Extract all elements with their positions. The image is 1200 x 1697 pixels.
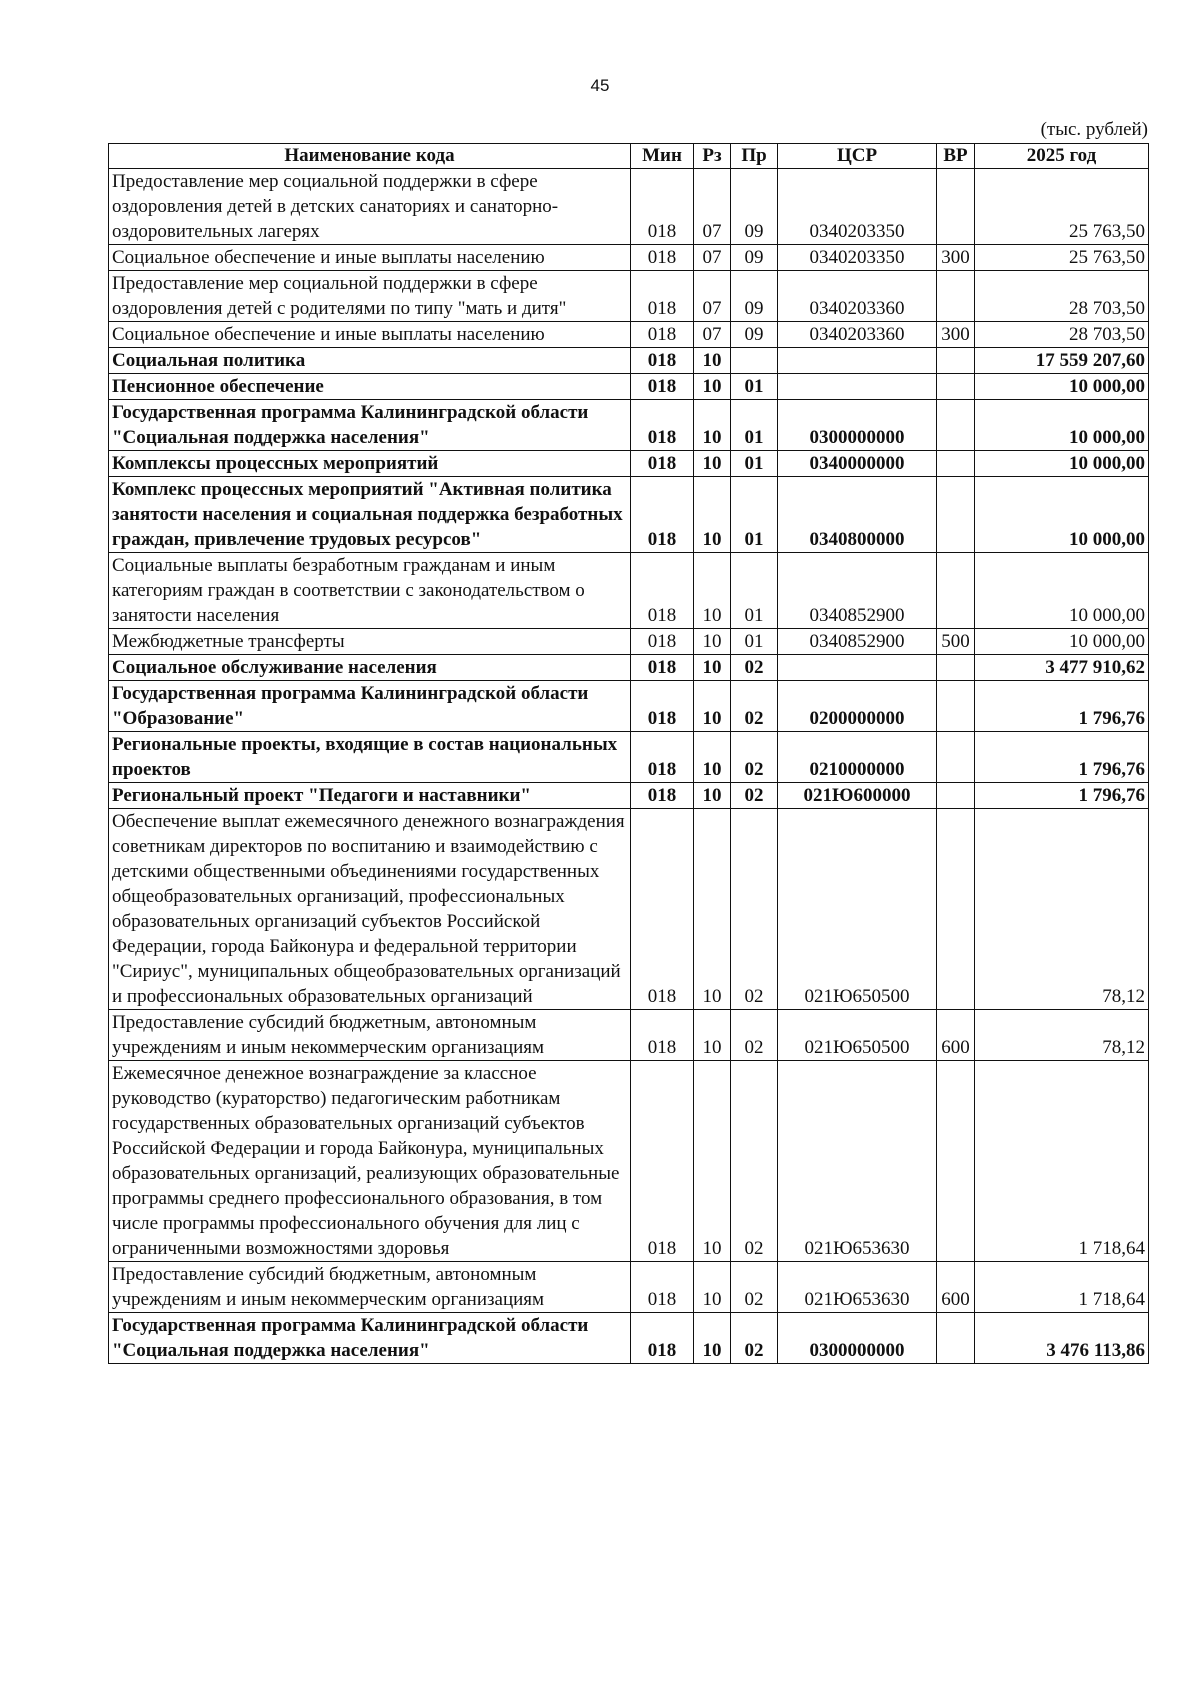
cell-name: Предоставление субсидий бюджетным, автономным учреждениям и иным некоммерческим организациям: [109, 1010, 631, 1061]
cell-pr: 02: [731, 655, 778, 681]
cell-rz: 10: [694, 1061, 731, 1262]
cell-csr: 0300000000: [778, 1313, 937, 1364]
table-row: [109, 271, 1149, 322]
cell-amount: 1 796,76: [975, 681, 1149, 732]
cell-min: 018: [631, 477, 694, 553]
cell-vr: [937, 374, 975, 400]
cell-name: Пенсионное обеспечение: [109, 374, 631, 400]
cell-csr: 0200000000: [778, 681, 937, 732]
cell-rz: 10: [694, 732, 731, 783]
cell-csr: 0340852900: [778, 553, 937, 629]
table-row: [109, 1010, 1149, 1061]
cell-csr: 021Ю653630: [778, 1262, 937, 1313]
cell-min: 018: [631, 655, 694, 681]
cell-pr: 01: [731, 477, 778, 553]
cell-amount: 10 000,00: [975, 451, 1149, 477]
cell-rz: 10: [694, 681, 731, 732]
cell-min: 018: [631, 629, 694, 655]
cell-rz: 10: [694, 809, 731, 1010]
cell-min: 018: [631, 348, 694, 374]
cell-pr: 02: [731, 1010, 778, 1061]
cell-rz: 07: [694, 245, 731, 271]
cell-name: Социальное обеспечение и иные выплаты населению: [109, 245, 631, 271]
cell-pr: 09: [731, 169, 778, 245]
cell-csr: 0340203350: [778, 169, 937, 245]
cell-pr: 09: [731, 245, 778, 271]
cell-name: Социальная политика: [109, 348, 631, 374]
cell-name: Социальные выплаты безработным гражданам и иным категориям граждан в соответствии с законодательством о занятости населения: [109, 553, 631, 629]
cell-amount: 10 000,00: [975, 374, 1149, 400]
table-row: [109, 809, 1149, 1010]
cell-vr: [937, 783, 975, 809]
cell-min: 018: [631, 783, 694, 809]
cell-vr: [937, 809, 975, 1010]
cell-rz: 10: [694, 629, 731, 655]
cell-pr: 02: [731, 681, 778, 732]
cell-csr: 0300000000: [778, 400, 937, 451]
col-header-csr: ЦСР: [778, 144, 937, 169]
cell-vr: [937, 348, 975, 374]
cell-min: 018: [631, 1313, 694, 1364]
cell-name: Предоставление мер социальной поддержки в сфере оздоровления детей в детских санаториях и санаторно-оздоровительных лагерях: [109, 169, 631, 245]
col-header-min: Мин: [631, 144, 694, 169]
cell-min: 018: [631, 1010, 694, 1061]
budget-table: [108, 143, 1149, 1364]
cell-vr: 600: [937, 1010, 975, 1061]
col-header-year: 2025 год: [975, 144, 1149, 169]
col-header-rz: Рз: [694, 144, 731, 169]
cell-min: 018: [631, 400, 694, 451]
cell-rz: 10: [694, 1010, 731, 1061]
table-row: [109, 1262, 1149, 1313]
cell-amount: 10 000,00: [975, 400, 1149, 451]
cell-vr: [937, 553, 975, 629]
cell-amount: 78,12: [975, 809, 1149, 1010]
cell-min: 018: [631, 732, 694, 783]
col-header-name: Наименование кода: [109, 144, 631, 169]
cell-vr: 600: [937, 1262, 975, 1313]
cell-rz: 10: [694, 400, 731, 451]
cell-min: 018: [631, 271, 694, 322]
cell-rz: 10: [694, 374, 731, 400]
cell-name: Государственная программа Калининградской области "Образование": [109, 681, 631, 732]
cell-pr: 02: [731, 732, 778, 783]
cell-amount: 3 476 113,86: [975, 1313, 1149, 1364]
cell-csr: 0340203360: [778, 322, 937, 348]
cell-pr: [731, 348, 778, 374]
cell-min: 018: [631, 681, 694, 732]
table-row: [109, 553, 1149, 629]
cell-name: Предоставление мер социальной поддержки в сфере оздоровления детей с родителями по типу "мать и дитя": [109, 271, 631, 322]
cell-min: 018: [631, 322, 694, 348]
cell-name: Межбюджетные трансферты: [109, 629, 631, 655]
cell-rz: 10: [694, 783, 731, 809]
cell-pr: 01: [731, 553, 778, 629]
cell-csr: 021Ю650500: [778, 809, 937, 1010]
cell-vr: [937, 1061, 975, 1262]
cell-rz: 07: [694, 169, 731, 245]
cell-pr: 09: [731, 322, 778, 348]
cell-pr: 01: [731, 629, 778, 655]
table-row: [109, 169, 1149, 245]
cell-vr: [937, 732, 975, 783]
cell-amount: 78,12: [975, 1010, 1149, 1061]
page-number: 45: [590, 76, 610, 95]
cell-amount: 10 000,00: [975, 629, 1149, 655]
table-row: [109, 732, 1149, 783]
table-row: [109, 400, 1149, 451]
table-row: [109, 629, 1149, 655]
cell-amount: 1 796,76: [975, 732, 1149, 783]
table-row: [109, 245, 1149, 271]
cell-vr: 300: [937, 322, 975, 348]
cell-vr: [937, 477, 975, 553]
col-header-vr: ВР: [937, 144, 975, 169]
cell-csr: 021Ю600000: [778, 783, 937, 809]
cell-csr: [778, 374, 937, 400]
table-row: [109, 1061, 1149, 1262]
cell-name: Комплексы процессных мероприятий: [109, 451, 631, 477]
cell-amount: 28 703,50: [975, 271, 1149, 322]
cell-name: Предоставление субсидий бюджетным, автономным учреждениям и иным некоммерческим организациям: [109, 1262, 631, 1313]
cell-amount: 25 763,50: [975, 245, 1149, 271]
cell-amount: 28 703,50: [975, 322, 1149, 348]
cell-name: Социальное обеспечение и иные выплаты населению: [109, 322, 631, 348]
cell-csr: [778, 348, 937, 374]
cell-name: Государственная программа Калининградской области "Социальная поддержка населения": [109, 1313, 631, 1364]
cell-vr: [937, 1313, 975, 1364]
cell-amount: 25 763,50: [975, 169, 1149, 245]
cell-name: Социальное обслуживание населения: [109, 655, 631, 681]
cell-min: 018: [631, 1061, 694, 1262]
cell-csr: 0210000000: [778, 732, 937, 783]
table-row: [109, 681, 1149, 732]
cell-rz: 07: [694, 271, 731, 322]
table-row: [109, 322, 1149, 348]
cell-vr: [937, 681, 975, 732]
cell-rz: 10: [694, 451, 731, 477]
cell-pr: 02: [731, 809, 778, 1010]
table-row: [109, 1313, 1149, 1364]
table-header-row: [109, 144, 1149, 169]
cell-rz: 10: [694, 348, 731, 374]
cell-pr: 02: [731, 783, 778, 809]
cell-vr: [937, 400, 975, 451]
cell-pr: 01: [731, 374, 778, 400]
cell-csr: [778, 655, 937, 681]
table-row: [109, 374, 1149, 400]
cell-name: Региональный проект "Педагоги и наставники": [109, 783, 631, 809]
table-row: [109, 477, 1149, 553]
cell-csr: 0340800000: [778, 477, 937, 553]
cell-amount: 1 796,76: [975, 783, 1149, 809]
cell-name: Государственная программа Калининградской области "Социальная поддержка населения": [109, 400, 631, 451]
cell-rz: 10: [694, 1262, 731, 1313]
cell-amount: 10 000,00: [975, 477, 1149, 553]
cell-name: Региональные проекты, входящие в состав национальных проектов: [109, 732, 631, 783]
cell-amount: 3 477 910,62: [975, 655, 1149, 681]
cell-amount: 1 718,64: [975, 1061, 1149, 1262]
cell-vr: [937, 451, 975, 477]
cell-csr: 0340852900: [778, 629, 937, 655]
table-row: [109, 783, 1149, 809]
cell-pr: 01: [731, 400, 778, 451]
cell-pr: 02: [731, 1262, 778, 1313]
cell-rz: 10: [694, 553, 731, 629]
cell-min: 018: [631, 451, 694, 477]
cell-amount: 17 559 207,60: [975, 348, 1149, 374]
table-row: [109, 451, 1149, 477]
cell-vr: [937, 271, 975, 322]
cell-csr: 021Ю653630: [778, 1061, 937, 1262]
cell-name: Ежемесячное денежное вознаграждение за классное руководство (кураторство) педагогическим работникам государственных образовательных организаций субъектов Российской Федерации и города Байконура, муниципальных образовательных организаций, реализующих образовательные программы среднего профессионального образования, в том числе программы профессионального обучения для лиц с ограниченными возможностями здоровья: [109, 1061, 631, 1262]
cell-rz: 10: [694, 655, 731, 681]
cell-pr: 01: [731, 451, 778, 477]
cell-rz: 10: [694, 477, 731, 553]
cell-min: 018: [631, 169, 694, 245]
units-label: (тыс. рублей): [1040, 119, 1148, 140]
cell-min: 018: [631, 245, 694, 271]
cell-min: 018: [631, 553, 694, 629]
cell-vr: [937, 169, 975, 245]
cell-pr: 02: [731, 1313, 778, 1364]
cell-rz: 10: [694, 1313, 731, 1364]
cell-min: 018: [631, 1262, 694, 1313]
cell-min: 018: [631, 374, 694, 400]
cell-amount: 10 000,00: [975, 553, 1149, 629]
cell-csr: 021Ю650500: [778, 1010, 937, 1061]
cell-pr: 09: [731, 271, 778, 322]
cell-name: Комплекс процессных мероприятий "Активная политика занятости населения и социальная поддержка безработных граждан, привлечение трудовых ресурсов": [109, 477, 631, 553]
cell-vr: 500: [937, 629, 975, 655]
cell-name: Обеспечение выплат ежемесячного денежного вознаграждения советникам директоров по воспитанию и взаимодействию с детскими общественными объединениями государственных общеобразовательных организаций, профессиональных образовательных организаций субъектов Российской Федерации, города Байконура и федеральной территории "Сириус", муниципальных общеобразовательных организаций и профессиональных образовательных организаций: [109, 809, 631, 1010]
cell-pr: 02: [731, 1061, 778, 1262]
cell-rz: 07: [694, 322, 731, 348]
table-body: [109, 169, 1149, 1364]
cell-amount: 1 718,64: [975, 1262, 1149, 1313]
table-row: [109, 348, 1149, 374]
table-row: [109, 655, 1149, 681]
cell-vr: [937, 655, 975, 681]
cell-vr: 300: [937, 245, 975, 271]
cell-csr: 0340203350: [778, 245, 937, 271]
cell-csr: 0340203360: [778, 271, 937, 322]
cell-csr: 0340000000: [778, 451, 937, 477]
cell-min: 018: [631, 809, 694, 1010]
col-header-pr: Пр: [731, 144, 778, 169]
